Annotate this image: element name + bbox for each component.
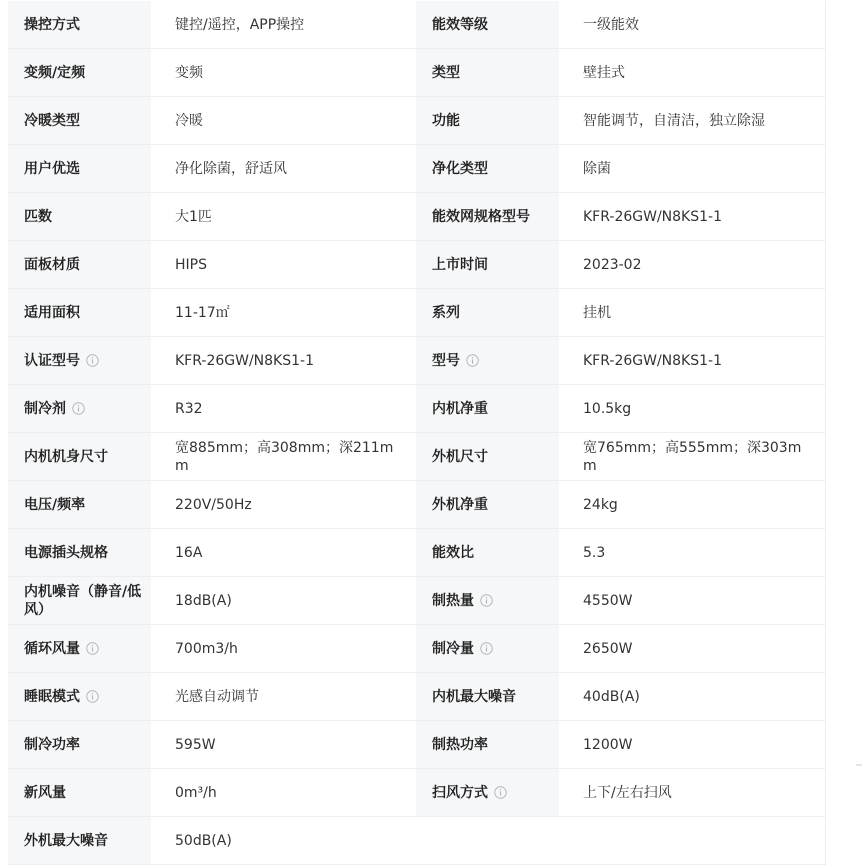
spec-value: 1200W — [559, 721, 825, 768]
spec-row — [8, 1, 825, 49]
spec-label: 循环风量 — [8, 625, 151, 672]
spec-value: 0m³/h — [151, 769, 416, 816]
spec-label: 认证型号 — [8, 337, 151, 384]
spec-value: 10.5kg — [559, 385, 825, 432]
spec-value: 220V/50Hz — [151, 481, 416, 528]
spec-label: 制热功率 — [416, 721, 559, 768]
spec-row — [8, 193, 825, 241]
info-circle-icon[interactable] — [480, 642, 493, 655]
spec-label-empty — [416, 817, 559, 864]
spec-value: 宽885mm；高308mm；深211mm — [151, 433, 416, 480]
spec-label: 能效网规格型号 — [416, 193, 559, 240]
spec-label: 变频/定频 — [8, 49, 151, 96]
spec-value: 变频 — [151, 49, 416, 96]
spec-row — [8, 625, 825, 673]
spec-label: 上市时间 — [416, 241, 559, 288]
spec-value: 智能调节，自清洁，独立除湿 — [559, 97, 825, 144]
spec-label: 制冷剂 — [8, 385, 151, 432]
spec-value: R32 — [151, 385, 416, 432]
spec-label: 外机净重 — [416, 481, 559, 528]
spec-label: 外机最大噪音 — [8, 817, 151, 864]
spec-value: 16A — [151, 529, 416, 576]
spec-label: 睡眠模式 — [8, 673, 151, 720]
info-circle-icon[interactable] — [86, 354, 99, 367]
spec-value: 2023-02 — [559, 241, 825, 288]
spec-value: KFR-26GW/N8KS1-1 — [151, 337, 416, 384]
spec-label: 新风量 — [8, 769, 151, 816]
spec-value: 键控/遥控，APP操控 — [151, 1, 416, 48]
spec-value: 除菌 — [559, 145, 825, 192]
spec-row — [8, 817, 825, 865]
spec-value: 壁挂式 — [559, 49, 825, 96]
spec-value: 一级能效 — [559, 1, 825, 48]
spec-value: 700m3/h — [151, 625, 416, 672]
spec-value: 5.3 — [559, 529, 825, 576]
info-circle-icon[interactable] — [86, 690, 99, 703]
spec-value: HIPS — [151, 241, 416, 288]
spec-value: 大1匹 — [151, 193, 416, 240]
spec-label: 电压/频率 — [8, 481, 151, 528]
spec-row — [8, 145, 825, 193]
spec-value: 24kg — [559, 481, 825, 528]
spec-label: 冷暖类型 — [8, 97, 151, 144]
spec-value: 595W — [151, 721, 416, 768]
spec-row — [8, 673, 825, 721]
spec-row — [8, 577, 825, 625]
spec-row — [8, 433, 825, 481]
spec-value: KFR-26GW/N8KS1-1 — [559, 337, 825, 384]
spec-label: 净化类型 — [416, 145, 559, 192]
spec-label: 类型 — [416, 49, 559, 96]
spec-label: 外机尺寸 — [416, 433, 559, 480]
spec-label: 电源插头规格 — [8, 529, 151, 576]
spec-label: 能效等级 — [416, 1, 559, 48]
spec-label: 适用面积 — [8, 289, 151, 336]
info-circle-icon[interactable] — [86, 642, 99, 655]
spec-value: 宽765mm；高555mm；深303mm — [559, 433, 825, 480]
spec-value: 50dB(A) — [151, 817, 416, 864]
spec-value: 11-17㎡ — [151, 289, 416, 336]
spec-label: 制热量 — [416, 577, 559, 624]
spec-label: 型号 — [416, 337, 559, 384]
scrollbar-mark — [856, 764, 862, 766]
spec-row — [8, 337, 825, 385]
spec-row — [8, 721, 825, 769]
spec-label: 制冷量 — [416, 625, 559, 672]
spec-value: 18dB(A) — [151, 577, 416, 624]
spec-table — [8, 1, 826, 865]
spec-row — [8, 49, 825, 97]
spec-label: 面板材质 — [8, 241, 151, 288]
spec-value — [559, 817, 825, 864]
spec-value: 4550W — [559, 577, 825, 624]
spec-value: KFR-26GW/N8KS1-1 — [559, 193, 825, 240]
info-circle-icon[interactable] — [480, 594, 493, 607]
spec-value: 40dB(A) — [559, 673, 825, 720]
spec-row — [8, 241, 825, 289]
spec-label: 内机噪音（静音/低风） — [8, 577, 151, 624]
spec-label: 内机最大噪音 — [416, 673, 559, 720]
spec-label: 内机机身尺寸 — [8, 433, 151, 480]
spec-row — [8, 385, 825, 433]
spec-label: 扫风方式 — [416, 769, 559, 816]
spec-label: 制冷功率 — [8, 721, 151, 768]
spec-value: 挂机 — [559, 289, 825, 336]
info-circle-icon[interactable] — [466, 354, 479, 367]
spec-row — [8, 97, 825, 145]
spec-value: 光感自动调节 — [151, 673, 416, 720]
spec-row — [8, 481, 825, 529]
info-circle-icon[interactable] — [72, 402, 85, 415]
spec-row — [8, 289, 825, 337]
info-circle-icon[interactable] — [494, 786, 507, 799]
spec-label: 功能 — [416, 97, 559, 144]
spec-row — [8, 529, 825, 577]
spec-value: 冷暖 — [151, 97, 416, 144]
spec-label: 匹数 — [8, 193, 151, 240]
spec-label: 操控方式 — [8, 1, 151, 48]
spec-value: 上下/左右扫风 — [559, 769, 825, 816]
spec-label: 系列 — [416, 289, 559, 336]
spec-label: 内机净重 — [416, 385, 559, 432]
spec-label: 用户优选 — [8, 145, 151, 192]
spec-row — [8, 769, 825, 817]
spec-value: 净化除菌，舒适风 — [151, 145, 416, 192]
spec-label: 能效比 — [416, 529, 559, 576]
spec-value: 2650W — [559, 625, 825, 672]
